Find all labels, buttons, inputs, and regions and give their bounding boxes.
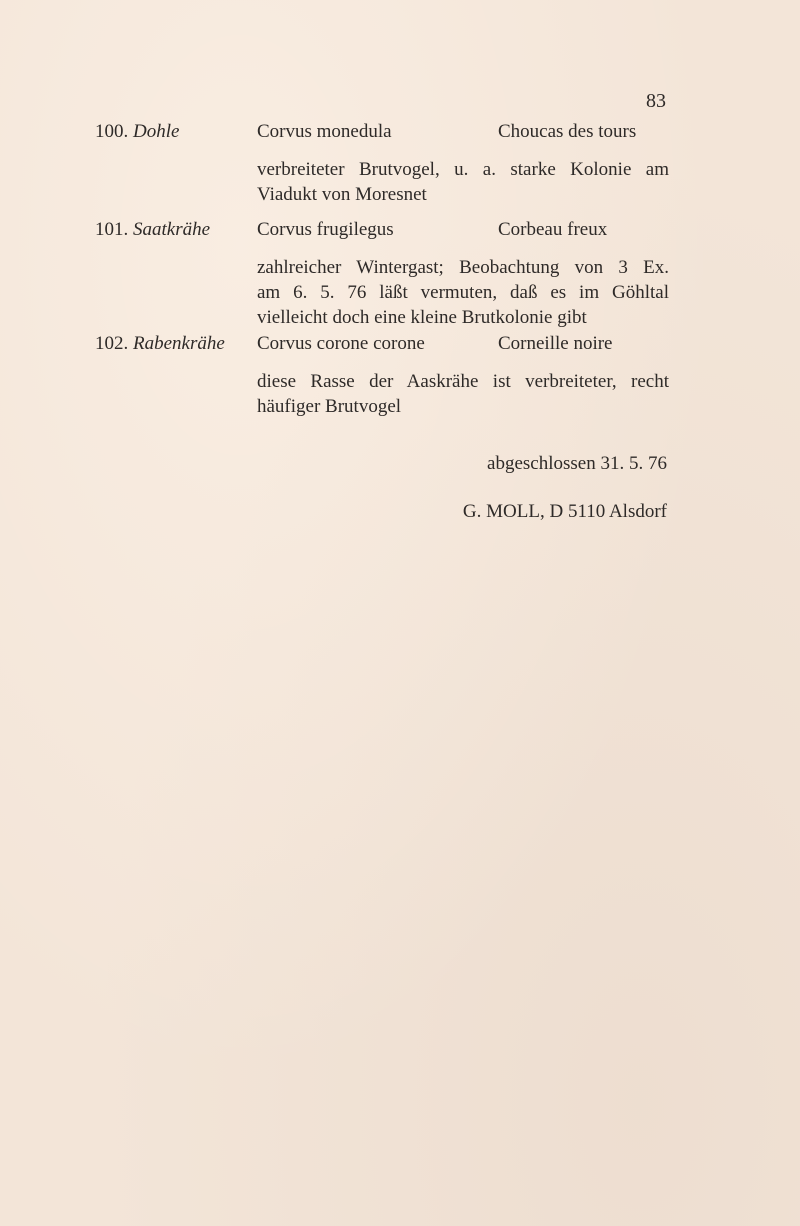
entry-100-heading <box>95 121 179 143</box>
author-signature: G. MOLL, D 5110 Alsdorf <box>462 501 667 522</box>
latin-name: Corvus frugilegus <box>257 219 394 240</box>
completion-date: abgeschlossen 31. 5. 76 <box>487 453 667 474</box>
french-name: Corbeau freux <box>498 219 608 240</box>
note-line: am 6. 5. 76 läßt vermuten, daß es im Göhltal <box>257 282 669 303</box>
german-name: Rabenkrähe <box>133 333 225 354</box>
french-name: Corneille noire <box>498 333 613 354</box>
german-name: Saatkrähe <box>133 219 211 240</box>
page-number: 83 <box>646 90 666 112</box>
note-line: häufiger Brutvogel <box>257 396 402 417</box>
latin-name: Corvus corone corone <box>257 333 425 354</box>
entry-number: 102. <box>95 333 129 354</box>
note-line: diese Rasse der Aaskrähe ist verbreiteter, recht <box>257 371 669 392</box>
note-line: verbreiteter Brutvogel, u. a. starke Kolonie am <box>257 159 669 180</box>
french-name: Choucas des tours <box>498 121 637 142</box>
note-line: zahlreicher Wintergast; Beobachtung von 3 Ex. <box>257 257 669 278</box>
entry-102-heading <box>95 333 225 355</box>
note-line: vielleicht doch eine kleine Brutkolonie gibt <box>257 307 587 328</box>
entry-number: 101. <box>95 219 129 240</box>
entry-number: 100. <box>95 121 129 142</box>
german-name: Dohle <box>133 121 180 142</box>
entry-101-heading <box>95 219 210 241</box>
latin-name: Corvus monedula <box>257 121 392 142</box>
entry-101-note <box>257 255 669 330</box>
note-line: Viadukt von Moresnet <box>257 184 427 205</box>
entry-100-note <box>257 157 669 207</box>
entry-102-note <box>257 369 669 419</box>
